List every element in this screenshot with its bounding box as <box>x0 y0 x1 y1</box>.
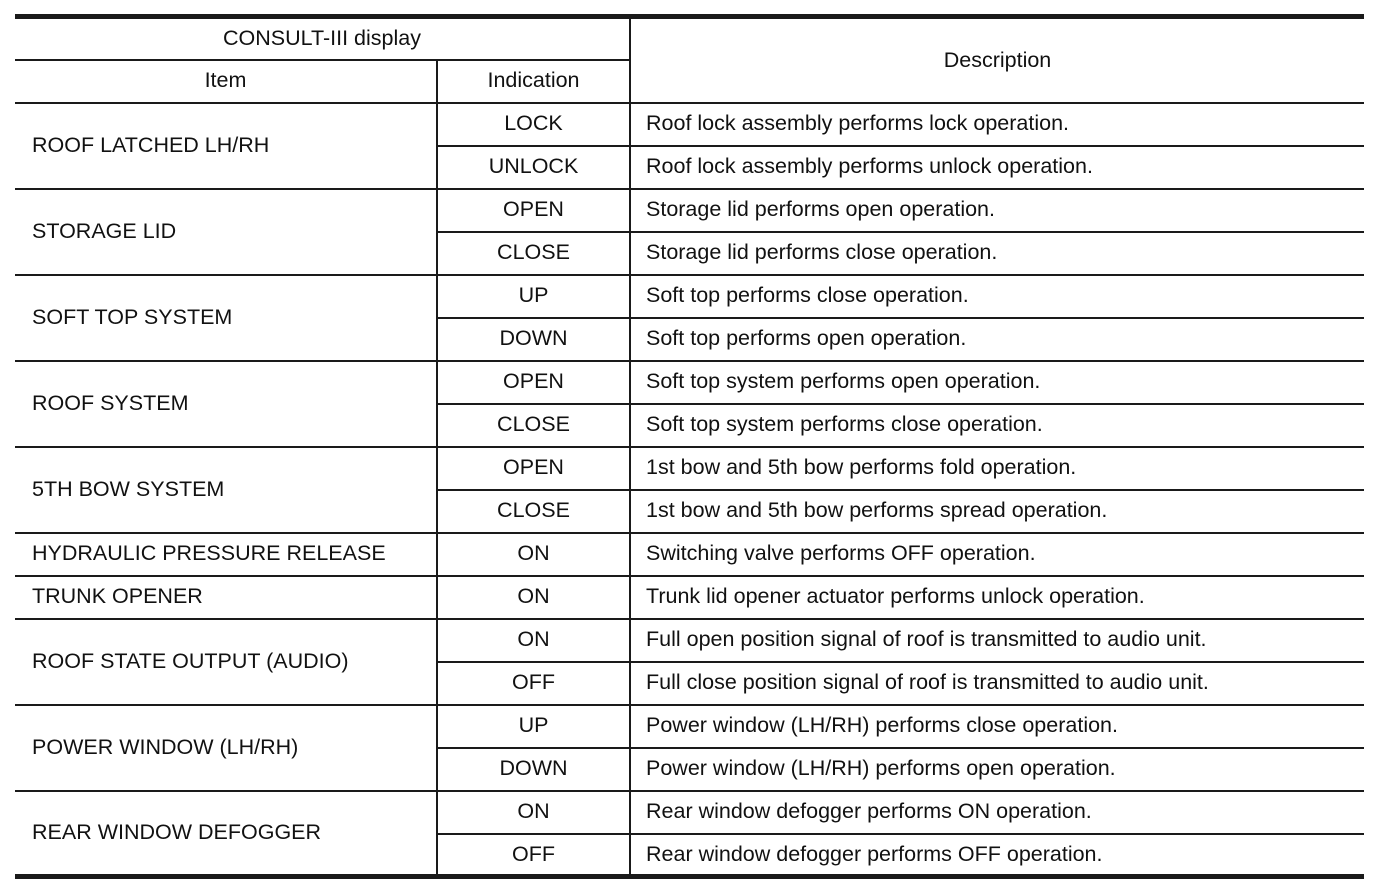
description-cell: Roof lock assembly performs unlock operation. <box>630 146 1364 189</box>
description-cell: Power window (LH/RH) performs open operation. <box>630 748 1364 791</box>
table-row <box>15 619 1364 662</box>
indication-cell: ON <box>437 619 630 662</box>
indication-cell: CLOSE <box>437 404 630 447</box>
description-cell: Soft top performs close operation. <box>630 275 1364 318</box>
description-cell: Switching valve performs OFF operation. <box>630 533 1364 576</box>
description-cell: Full close position signal of roof is transmitted to audio unit. <box>630 662 1364 705</box>
table-row <box>15 275 1364 318</box>
table-row <box>15 576 1364 619</box>
description-cell: Roof lock assembly performs lock operation. <box>630 103 1364 146</box>
description-cell: 1st bow and 5th bow performs fold operation. <box>630 447 1364 490</box>
table-body <box>15 103 1364 877</box>
indication-cell: ON <box>437 576 630 619</box>
table-row <box>15 189 1364 232</box>
indication-cell: OPEN <box>437 447 630 490</box>
table-row <box>15 447 1364 490</box>
table-row <box>15 361 1364 404</box>
item-cell: HYDRAULIC PRESSURE RELEASE <box>15 533 437 576</box>
table-row <box>15 103 1364 146</box>
item-cell: REAR WINDOW DEFOGGER <box>15 791 437 877</box>
indication-cell: OPEN <box>437 189 630 232</box>
description-cell: 1st bow and 5th bow performs spread operation. <box>630 490 1364 533</box>
indication-cell: LOCK <box>437 103 630 146</box>
item-cell: ROOF STATE OUTPUT (AUDIO) <box>15 619 437 705</box>
consult-display-table <box>15 14 1364 879</box>
indication-cell: OFF <box>437 662 630 705</box>
consult-display-table-container <box>15 14 1364 879</box>
item-cell: TRUNK OPENER <box>15 576 437 619</box>
header-description: Description <box>630 17 1364 103</box>
indication-cell: CLOSE <box>437 232 630 275</box>
description-cell: Soft top system performs open operation. <box>630 361 1364 404</box>
item-cell: ROOF SYSTEM <box>15 361 437 447</box>
item-cell: POWER WINDOW (LH/RH) <box>15 705 437 791</box>
indication-cell: DOWN <box>437 318 630 361</box>
table-row <box>15 705 1364 748</box>
header-indication: Indication <box>437 60 630 103</box>
indication-cell: ON <box>437 791 630 834</box>
description-cell: Power window (LH/RH) performs close operation. <box>630 705 1364 748</box>
description-cell: Trunk lid opener actuator performs unlock operation. <box>630 576 1364 619</box>
indication-cell: DOWN <box>437 748 630 791</box>
indication-cell: UP <box>437 705 630 748</box>
description-cell: Rear window defogger performs ON operation. <box>630 791 1364 834</box>
indication-cell: OFF <box>437 834 630 877</box>
description-cell: Full open position signal of roof is transmitted to audio unit. <box>630 619 1364 662</box>
table-header <box>15 17 1364 103</box>
description-cell: Soft top system performs close operation. <box>630 404 1364 447</box>
item-cell: STORAGE LID <box>15 189 437 275</box>
indication-cell: ON <box>437 533 630 576</box>
item-cell: ROOF LATCHED LH/RH <box>15 103 437 189</box>
indication-cell: CLOSE <box>437 490 630 533</box>
table-row <box>15 533 1364 576</box>
header-consult-display: CONSULT-III display <box>15 17 630 60</box>
indication-cell: UNLOCK <box>437 146 630 189</box>
item-cell: 5TH BOW SYSTEM <box>15 447 437 533</box>
table-row <box>15 791 1364 834</box>
indication-cell: UP <box>437 275 630 318</box>
description-cell: Storage lid performs close operation. <box>630 232 1364 275</box>
description-cell: Rear window defogger performs OFF operation. <box>630 834 1364 877</box>
description-cell: Soft top performs open operation. <box>630 318 1364 361</box>
description-cell: Storage lid performs open operation. <box>630 189 1364 232</box>
header-item: Item <box>15 60 437 103</box>
item-cell: SOFT TOP SYSTEM <box>15 275 437 361</box>
indication-cell: OPEN <box>437 361 630 404</box>
